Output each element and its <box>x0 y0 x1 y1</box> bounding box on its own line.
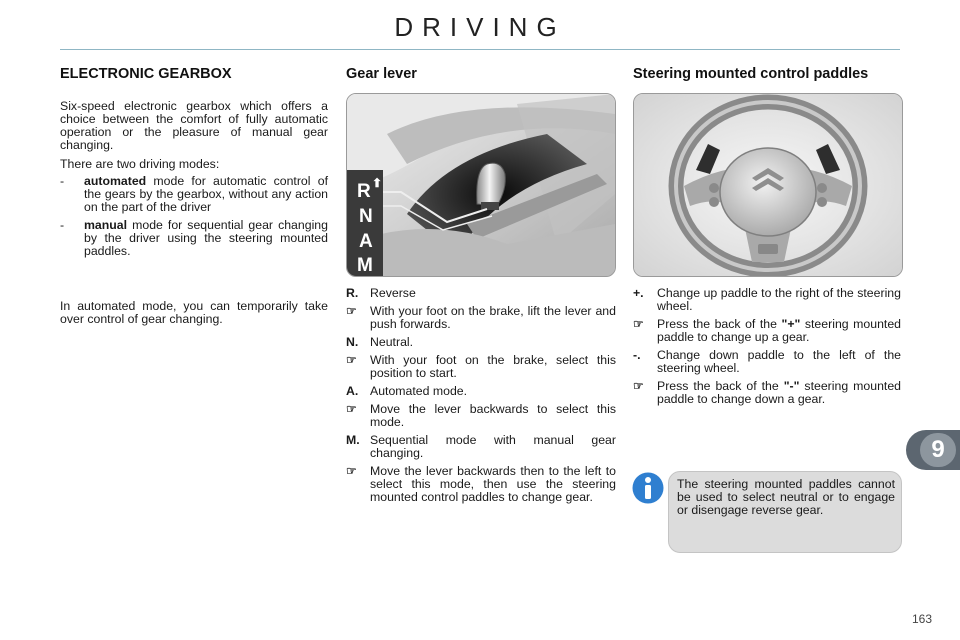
title-divider <box>60 49 900 50</box>
gear-label-r: R <box>357 181 371 202</box>
section-heading-steering-paddles: Steering mounted control paddles <box>633 66 869 82</box>
gear-label-a: A <box>359 231 373 252</box>
item-text: Change down paddle to the left of the steering wheel. <box>657 348 901 375</box>
gear-label-n: N <box>359 206 373 227</box>
info-text: The steering mounted paddles cannot be used to select neutral or to engage or disengage reverse gear. <box>677 477 895 517</box>
info-box <box>668 471 902 553</box>
hand-pointer-icon: ☞ <box>346 464 357 478</box>
item-text: Automated mode. <box>370 384 468 398</box>
item-text: Move the lever backwards to select this mode. <box>370 402 616 429</box>
hand-pointer-icon: ☞ <box>346 304 357 318</box>
item-quote: "+" <box>781 317 801 331</box>
hand-pointer-icon: ☞ <box>633 379 644 393</box>
mode-bullet: - <box>60 218 65 232</box>
item-text: Move the lever backwards then to the left to select this mode, then use the steering mounted control paddles to change gear. <box>370 464 616 504</box>
gear-lever-column <box>346 66 616 509</box>
gear-label-m: M <box>357 255 373 276</box>
list-item <box>346 287 616 300</box>
page-number: 163 <box>912 612 933 626</box>
intro-paragraph: Six-speed electronic gearbox which offers a choice between the comfort of fully automatic operation or the pleasure of manual gear changing. <box>60 99 328 152</box>
mode-manual <box>60 219 328 258</box>
hand-pointer-icon: ☞ <box>346 402 357 416</box>
item-key: A. <box>346 384 359 398</box>
item-key: M. <box>346 433 360 447</box>
list-item <box>633 318 901 344</box>
item-text: With your foot on the brake, lift the lever and push forwards. <box>370 304 616 331</box>
item-key: -. <box>633 348 641 362</box>
unlock-arrow-icon: ⬆ <box>372 176 383 190</box>
steering-wheel-illustration <box>633 93 903 277</box>
item-key: N. <box>346 335 359 349</box>
list-item <box>346 305 616 331</box>
chapter-number: 9 <box>920 433 956 467</box>
mode-bullet: - <box>60 174 65 188</box>
section-heading-electronic-gearbox: ELECTRONIC GEARBOX <box>60 66 232 82</box>
item-text: Reverse <box>370 286 416 300</box>
steering-wheel-image <box>634 94 902 276</box>
item-text: Change up paddle to the right of the steering wheel. <box>657 286 901 313</box>
hand-pointer-icon: ☞ <box>633 317 644 331</box>
automated-mode-note: In automated mode, you can temporarily take over control of gear changing. <box>60 299 328 326</box>
item-quote: "-" <box>783 379 800 393</box>
list-item <box>346 336 616 349</box>
mode-term: automated <box>84 174 147 188</box>
item-key: +. <box>633 286 644 300</box>
gear-lever-instructions <box>346 287 616 504</box>
hand-pointer-icon: ☞ <box>346 353 357 367</box>
section-heading-gear-lever: Gear lever <box>346 66 417 82</box>
mode-text: mode for automatic control of the gears by the gearbox, without any action on the part of the driver <box>84 174 328 214</box>
item-text-pre: Press the back of the <box>657 379 784 393</box>
item-text: With your foot on the brake, select this position to start. <box>370 353 616 380</box>
item-text-post: steering mounted paddle to change down a gear. <box>657 379 902 406</box>
paddle-instructions <box>633 287 901 406</box>
item-text: Neutral. <box>370 335 414 349</box>
list-item <box>346 354 616 380</box>
gear-lever-illustration <box>346 93 616 277</box>
item-key: R. <box>346 286 359 300</box>
list-item <box>346 465 616 504</box>
item-text-post: steering mounted paddle to change up a gear. <box>657 317 902 344</box>
list-item <box>346 403 616 429</box>
mode-text: mode for sequential gear changing by the driver using the steering mounted paddles. <box>84 218 328 258</box>
list-item <box>633 380 901 406</box>
modes-intro: There are two driving modes: <box>60 157 220 171</box>
info-icon <box>632 472 664 504</box>
list-item <box>346 385 616 398</box>
list-item <box>346 434 616 460</box>
mode-term: manual <box>84 218 128 232</box>
mode-automated <box>60 175 328 214</box>
item-text: Sequential mode with manual gear changing. <box>370 433 616 460</box>
item-text-pre: Press the back of the <box>657 317 782 331</box>
list-item <box>633 349 901 375</box>
electronic-gearbox-column <box>60 66 328 326</box>
list-item <box>633 287 901 313</box>
steering-paddles-column <box>633 66 901 411</box>
gear-lever-image <box>347 94 615 276</box>
chapter-tab <box>906 430 960 470</box>
page-title: DRIVING <box>394 12 566 42</box>
